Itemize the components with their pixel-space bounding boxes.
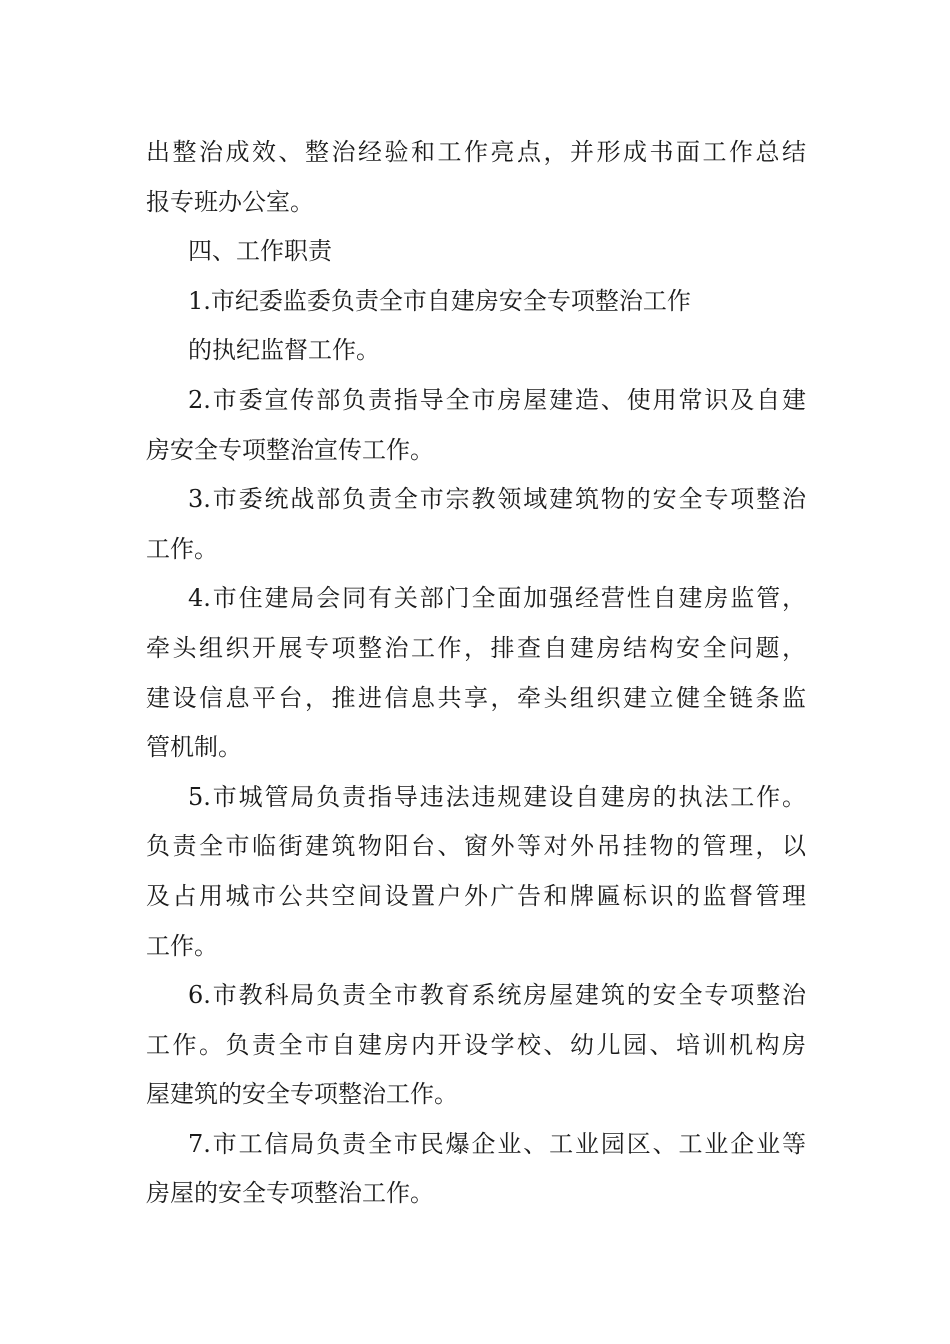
paragraph-line: 屋建筑的安全专项整治工作。	[146, 1080, 458, 1109]
paragraph-line: 2.市委宣传部负责指导全市房屋建造、使用常识及自建	[188, 385, 806, 414]
paragraph-line: 建设信息平台，推进信息共享，牵头组织建立健全链条监	[146, 683, 806, 712]
paragraph-line: 牵头组织开展专项整治工作，排查自建房结构安全问题，	[146, 633, 806, 662]
paragraph-line: 房屋的安全专项整治工作。	[146, 1179, 434, 1208]
paragraph-line: 出整治成效、整治经验和工作亮点，并形成书面工作总结	[146, 138, 806, 166]
paragraph-line: 6.市教科局负责全市教育系统房屋建筑的安全专项整治	[188, 981, 806, 1010]
paragraph-line: 1.市纪委监委负责全市自建房安全专项整治工作	[188, 286, 691, 315]
paragraph-line: 负责全市临街建筑物阳台、窗外等对外吊挂物的管理，以	[146, 832, 806, 861]
section-heading: 四、工作职责	[188, 237, 332, 266]
paragraph-line: 工作。负责全市自建房内开设学校、幼儿园、培训机构房	[146, 1030, 806, 1059]
paragraph-line: 管机制。	[146, 733, 242, 762]
paragraph-line: 报专班办公室。	[146, 187, 314, 216]
paragraph-line: 工作。	[146, 534, 218, 563]
body-text	[146, 128, 806, 1219]
paragraph-line: 的执纪监督工作。	[188, 336, 380, 365]
paragraph-line: 7.市工信局负责全市民爆企业、工业园区、工业企业等	[188, 1129, 806, 1158]
paragraph-line: 3.市委统战部负责全市宗教领域建筑物的安全专项整治	[188, 485, 806, 514]
paragraph-line: 5.市城管局负责指导违法违规建设自建房的执法工作。	[188, 782, 806, 811]
paragraph-line: 及占用城市公共空间设置户外广告和牌匾标识的监督管理	[146, 881, 806, 910]
paragraph-line: 房安全专项整治宣传工作。	[146, 435, 434, 464]
paragraph-line: 4.市住建局会同有关部门全面加强经营性自建房监管，	[188, 584, 806, 613]
paragraph-line: 工作。	[146, 931, 218, 960]
